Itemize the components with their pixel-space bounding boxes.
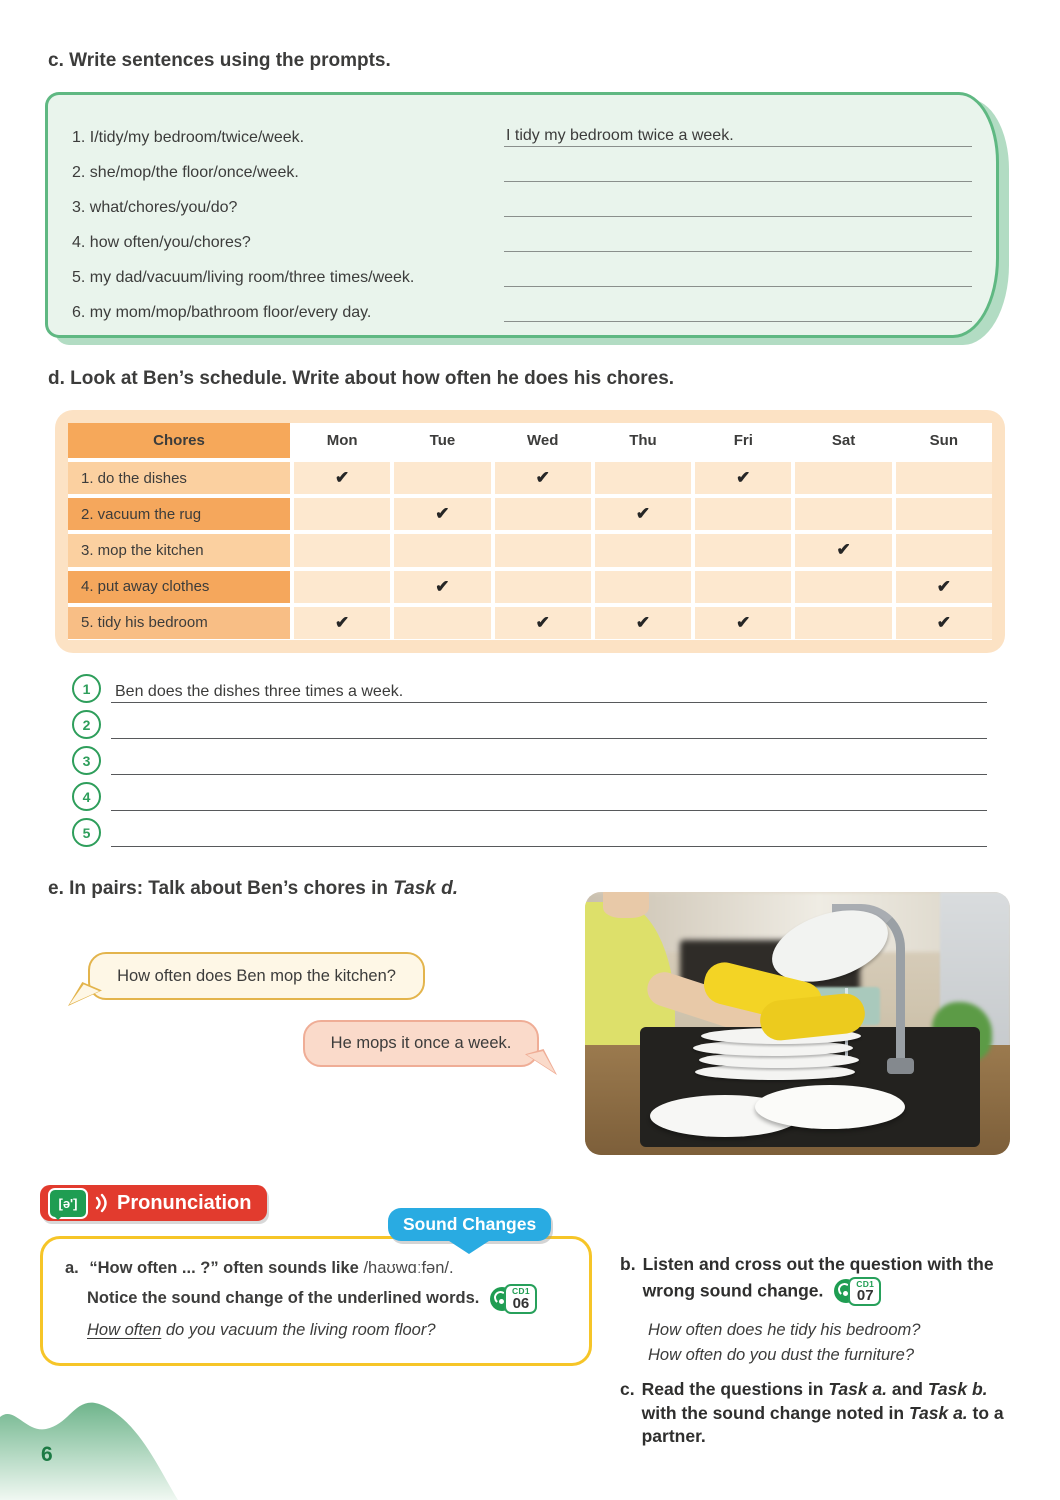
prompt-row — [72, 187, 972, 217]
task-a-box — [40, 1236, 592, 1366]
answer-number-circle: 1 — [72, 674, 101, 703]
underlined-words: How often — [87, 1321, 162, 1339]
prompt-text: 1. I/tidy/my bedroom/twice/week. — [72, 129, 305, 146]
cd-label: CD1 — [856, 1278, 875, 1289]
check-cell — [795, 498, 891, 530]
check-cell — [495, 571, 591, 603]
prompt-row — [72, 257, 972, 287]
check-cell: ✔ — [394, 498, 490, 530]
check-cell — [294, 498, 390, 530]
check-cell — [294, 534, 390, 566]
photo-faucet-base — [887, 1058, 914, 1074]
check-cell — [495, 534, 591, 566]
task-c-text: and — [887, 1379, 928, 1399]
check-cell — [695, 498, 791, 530]
column-header: Sat — [795, 423, 891, 458]
numbered-answer-row — [72, 817, 987, 847]
row-label: 4. put away clothes — [68, 571, 290, 603]
bubble-tail — [68, 982, 102, 1006]
check-cell: ✔ — [595, 498, 691, 530]
task-a-line-2 — [87, 1284, 537, 1314]
task-b-question: How often does he tidy his bedroom? — [648, 1321, 921, 1339]
task-a-bold-text-2: Notice the sound change of the underlined words. — [87, 1289, 480, 1308]
sound-changes-label: Sound Changes — [403, 1214, 537, 1234]
phonetic-transcription: /haʊwɑːfən/. — [363, 1259, 454, 1277]
task-b-heading — [620, 1253, 1020, 1306]
answer-number-circle: 2 — [72, 710, 101, 739]
check-cell — [495, 498, 591, 530]
task-b-ref: Task b. — [927, 1379, 988, 1399]
prompt-row — [72, 292, 972, 322]
answer-number-circle: 4 — [72, 782, 101, 811]
numbered-answer-row — [72, 709, 987, 739]
answer-line — [111, 817, 987, 847]
task-b-question: How often do you dust the furniture? — [648, 1345, 914, 1364]
check-cell — [595, 534, 691, 566]
check-cell — [394, 462, 490, 494]
sound-wave-icon — [95, 1192, 110, 1214]
bubble-question-text: How often does Ben mop the kitchen? — [117, 966, 396, 985]
check-cell — [294, 571, 390, 603]
photo-person-neck — [603, 892, 649, 918]
task-c-heading — [620, 1378, 1020, 1449]
task-c-text: to a partner. — [641, 1402, 1004, 1447]
answer-number-circle: 5 — [72, 818, 101, 847]
prompt-row — [72, 152, 972, 182]
phoneme-speech-bubble-icon: [ə'] — [48, 1188, 88, 1219]
cd-track-icon — [490, 1284, 537, 1314]
answer-line — [111, 781, 987, 811]
pronunciation-badge-label: Pronunciation — [117, 1191, 252, 1214]
answer-line — [504, 224, 972, 252]
column-header: Thu — [595, 423, 691, 458]
check-cell: ✔ — [795, 534, 891, 566]
cd-label: CD1 — [511, 1286, 530, 1296]
chore-schedule-table — [68, 423, 992, 640]
check-cell — [795, 571, 891, 603]
check-cell: ✔ — [695, 607, 791, 639]
column-header: Mon — [294, 423, 390, 458]
section-d-heading: d. Look at Ben’s schedule. Write about how often he does his chores. — [48, 368, 675, 389]
section-c-heading: c. Write sentences using the prompts. — [48, 50, 391, 71]
section-e-heading — [48, 878, 458, 900]
prompt-row — [72, 117, 972, 147]
task-a-ref: Task a. — [908, 1402, 968, 1423]
column-header: Chores — [68, 423, 290, 458]
row-label: 5. tidy his bedroom — [68, 607, 290, 639]
task-b-text: Listen and cross out the question with the wrong sound change. — [642, 1254, 994, 1300]
prompt-text: 5. my dad/vacuum/living room/three times/week. — [72, 269, 415, 286]
section-e-heading-text: e. In pairs: Talk about Ben’s chores in — [48, 878, 394, 899]
prompt-text: 3. what/chores/you/do? — [72, 199, 238, 216]
check-cell: ✔ — [695, 462, 791, 494]
check-cell — [695, 571, 791, 603]
numbered-answer-row — [72, 745, 987, 775]
prompt-text: 6. my mom/mop/bathroom floor/every day. — [72, 304, 372, 321]
row-label: 3. mop the kitchen — [68, 534, 290, 566]
section-e-heading-task-ref: Task d. — [393, 878, 459, 899]
row-label: 1. do the dishes — [68, 462, 290, 494]
cd-track-number: 06 — [512, 1294, 530, 1312]
check-cell — [394, 534, 490, 566]
photo-plate-front — [755, 1085, 905, 1129]
sound-changes-tag — [388, 1208, 551, 1241]
check-cell — [795, 607, 891, 639]
check-cell: ✔ — [394, 571, 490, 603]
column-header: Sun — [896, 423, 992, 458]
check-cell — [795, 462, 891, 494]
check-cell — [394, 607, 490, 639]
chore-schedule-table-wrapper — [55, 410, 1005, 653]
check-cell: ✔ — [294, 607, 390, 639]
page-number: 6 — [41, 1443, 53, 1466]
check-cell: ✔ — [495, 607, 591, 639]
check-cell: ✔ — [294, 462, 390, 494]
task-a-line-1 — [65, 1259, 454, 1278]
prompt-text: 4. how often/you/chores? — [72, 234, 251, 251]
column-header: Wed — [495, 423, 591, 458]
dishwashing-photo — [585, 892, 1010, 1155]
task-letter: a. — [65, 1259, 79, 1277]
answer-line: I tidy my bedroom twice a week. — [504, 119, 972, 147]
numbered-answer-row — [72, 673, 987, 703]
page-corner-decoration — [0, 1375, 270, 1500]
answer-number-circle: 3 — [72, 746, 101, 775]
task-letter: b. — [620, 1254, 636, 1274]
pronunciation-badge — [40, 1185, 267, 1221]
cd-track-number: 07 — [856, 1287, 874, 1305]
bubble-answer-text: He mops it once a week. — [330, 1034, 512, 1052]
task-b-questions — [648, 1318, 920, 1368]
answer-line — [504, 154, 972, 182]
task-letter: c. — [620, 1379, 635, 1399]
section-c-exercise-box — [45, 92, 999, 338]
answer-line — [111, 709, 987, 739]
check-cell — [595, 571, 691, 603]
check-cell: ✔ — [896, 607, 992, 639]
example-rest: do you vacuum the living room floor? — [161, 1321, 436, 1339]
check-cell — [896, 462, 992, 494]
task-a-example — [87, 1321, 436, 1340]
task-a-ref: Task a. — [828, 1379, 888, 1399]
numbered-answer-row — [72, 781, 987, 811]
check-cell — [896, 534, 992, 566]
photo-faucet-stem — [896, 978, 905, 1064]
check-cell — [595, 462, 691, 494]
answer-line — [504, 189, 972, 217]
check-cell — [896, 498, 992, 530]
speech-bubble-answer — [303, 1020, 539, 1067]
column-header: Tue — [394, 423, 490, 458]
check-cell: ✔ — [896, 571, 992, 603]
check-cell: ✔ — [595, 607, 691, 639]
prompt-text: 2. she/mop/the floor/once/week. — [72, 164, 299, 181]
task-a-bold-text: “How often ... ?” often sounds like — [89, 1259, 364, 1277]
task-c-text: with the sound change noted in — [641, 1402, 909, 1423]
column-header: Fri — [695, 423, 791, 458]
prompt-row — [72, 222, 972, 252]
cd-track-icon — [834, 1277, 881, 1307]
answer-line — [504, 259, 972, 287]
answer-line: Ben does the dishes three times a week. — [111, 673, 987, 703]
answer-line — [504, 294, 972, 322]
speech-bubble-question — [88, 952, 425, 1000]
check-cell — [695, 534, 791, 566]
task-c-text: Read the questions in — [641, 1379, 829, 1399]
check-cell: ✔ — [495, 462, 591, 494]
answer-line — [111, 745, 987, 775]
row-label: 2. vacuum the rug — [68, 498, 290, 530]
